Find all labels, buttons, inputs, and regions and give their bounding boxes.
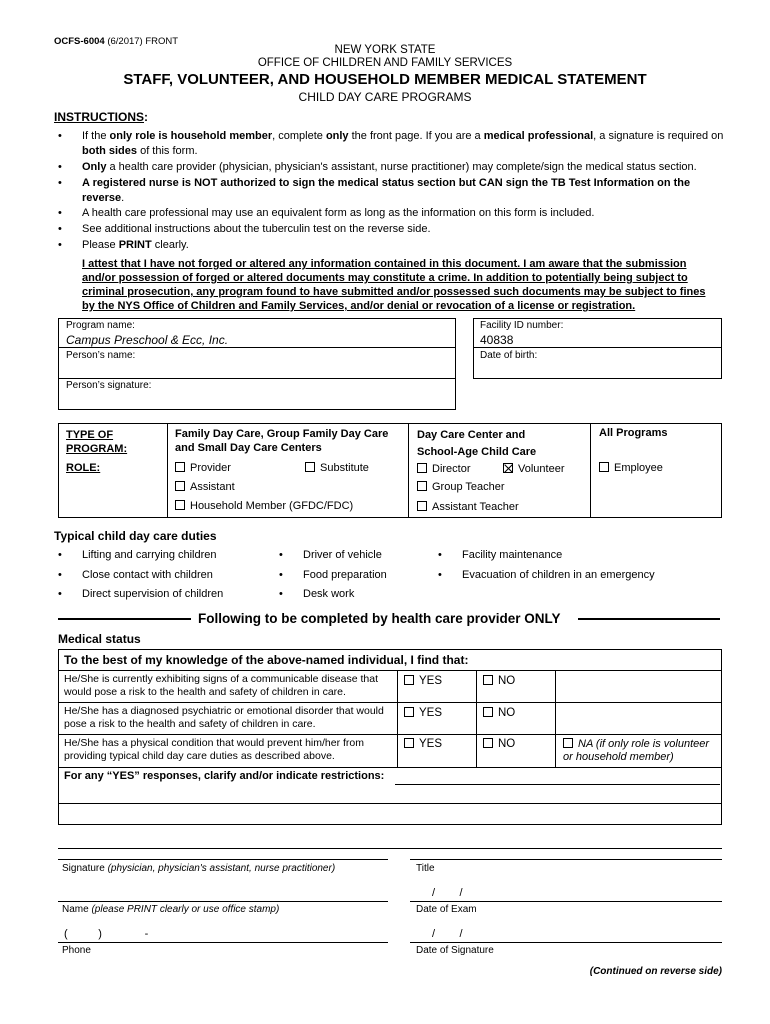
director-checkbox[interactable] (417, 463, 427, 473)
duties-heading: Typical child day care duties (54, 529, 217, 543)
group-teacher-checkbox[interactable] (417, 481, 427, 491)
program-name-label: Program name: (66, 320, 135, 331)
row1-no[interactable]: NO (483, 675, 515, 687)
role-employee[interactable]: Employee (599, 462, 663, 474)
yes-checkbox[interactable] (404, 738, 414, 748)
phone-format: ( ) - (64, 928, 149, 940)
signature-date-slashes: / / (432, 928, 463, 940)
duty-item: • Close contact with children (82, 569, 213, 581)
yes-checkbox[interactable] (404, 707, 414, 717)
exam-date-slashes: / / (432, 887, 463, 899)
form-id: OCFS-6004 (6/2017) FRONT (54, 36, 179, 47)
role-volunteer[interactable]: Volunteer (503, 463, 564, 475)
no-checkbox[interactable] (483, 675, 493, 685)
role-substitute[interactable]: Substitute (305, 462, 369, 474)
row1-yes[interactable]: YES (404, 675, 442, 687)
medical-row-psychiatric: He/She has a diagnosed psychiatric or emotional disorder that would pose a risk to the health and safety of children in care. (64, 705, 384, 730)
name-label: Name (please PRINT clearly or use office stamp) (62, 904, 280, 915)
provider-only-banner: Following to be completed by health care provider ONLY (198, 611, 561, 626)
row2-no[interactable]: NO (483, 707, 515, 719)
duty-item: • Evacuation of children in an emergency (462, 569, 655, 581)
row3-na[interactable]: NA (if only role is volunteer or household member) (563, 738, 710, 763)
program-info-box (58, 318, 456, 410)
role-assistant[interactable]: Assistant (175, 481, 235, 493)
role-director[interactable]: Director (417, 463, 471, 475)
instruction-3: • A registered nurse is NOT authorized to sign the medical status section but CAN sign the TB Test Information on the reverse. (82, 176, 732, 206)
date-of-signature-label: Date of Signature (416, 945, 494, 956)
date-of-exam-label: Date of Exam (416, 904, 477, 915)
title-label: Title (416, 863, 435, 874)
col-family-day-care-head: Family Day Care, Group Family Day Care and Small Day Care Centers (175, 428, 389, 454)
continued-note: (Continued on reverse side) (589, 966, 722, 977)
facility-id-label: Facility ID number: (480, 320, 564, 331)
row3-no[interactable]: NO (483, 738, 515, 750)
duty-item: • Lifting and carrying children (82, 549, 217, 561)
assistant-checkbox[interactable] (175, 481, 185, 491)
header-state: NEW YORK STATE (334, 44, 436, 56)
row2-yes[interactable]: YES (404, 707, 442, 719)
medical-row-physical: He/She has a physical condition that would prevent him/her from providing typical child day care duties as described above. (64, 737, 364, 762)
assistant-teacher-checkbox[interactable] (417, 501, 427, 511)
no-checkbox[interactable] (483, 738, 493, 748)
dob-label: Date of birth: (480, 350, 538, 361)
page-title: STAFF, VOLUNTEER, AND HOUSEHOLD MEMBER MEDICAL STATEMENT (123, 71, 647, 88)
instruction-5: • See additional instructions about the tuberculin test on the reverse side. (82, 222, 732, 237)
role-label: ROLE: (66, 462, 101, 474)
role-household-member[interactable]: Household Member (GFDC/FDC) (175, 500, 353, 512)
medical-status-heading: Medical status (58, 632, 141, 646)
duty-item: • Facility maintenance (462, 549, 562, 561)
facility-id-value[interactable]: 40838 (480, 333, 514, 347)
instruction-4: • A health care professional may use an equivalent form as long as the information on this form is included. (82, 206, 732, 221)
row3-yes[interactable]: YES (404, 738, 442, 750)
clarify-label: For any “YES” responses, clarify and/or indicate restrictions: (64, 770, 385, 782)
medical-row-communicable: He/She is currently exhibiting signs of a communicable disease that would pose a risk to the health and safety of children in care. (64, 673, 378, 698)
yes-checkbox[interactable] (404, 675, 414, 685)
person-signature-label: Person’s signature: (66, 380, 152, 391)
no-checkbox[interactable] (483, 707, 493, 717)
duty-item: • Food preparation (303, 569, 387, 581)
instruction-6: • Please PRINT clearly. (82, 238, 732, 253)
duty-item: • Driver of vehicle (303, 549, 382, 561)
col-day-care-center-head: Day Care Center and School-Age Child Care (417, 429, 537, 458)
instruction-2: • Only a health care provider (physician, physician's assistant, nurse practitioner) may complete/sign the medical status section. (82, 160, 732, 175)
phone-label: Phone (62, 945, 91, 956)
duty-item: • Desk work (303, 588, 354, 600)
substitute-checkbox[interactable] (305, 462, 315, 472)
employee-checkbox[interactable] (599, 462, 609, 472)
page-subtitle: CHILD DAY CARE PROGRAMS (298, 90, 472, 104)
type-of-program-label: TYPE OF PROGRAM: (66, 429, 128, 455)
role-provider[interactable]: Provider (175, 462, 231, 474)
role-assistant-teacher[interactable]: Assistant Teacher (417, 501, 519, 513)
signature-label: Signature (physician, physician's assistant, nurse practitioner) (62, 863, 336, 874)
program-name-value[interactable]: Campus Preschool & Ecc, Inc. (66, 333, 229, 347)
duty-item: • Direct supervision of children (82, 588, 223, 600)
na-checkbox[interactable] (563, 738, 573, 748)
attestation: I attest that I have not forged or altered any information contained in this document. I am aware that the submission and/or possession of forged or altered documents may constitute a crime. In addition to potentially being subject to criminal prosecution, any program found to have submitted and/or possessed such documents may be subject to fines by the NYS Office of Children and Family Services, and/or denial or revocation of a license or registration. (82, 258, 706, 312)
role-group-teacher[interactable]: Group Teacher (417, 481, 505, 493)
provider-checkbox[interactable] (175, 462, 185, 472)
medical-table-head: To the best of my knowledge of the above-named individual, I find that: (64, 653, 469, 667)
instruction-1: • If the only role is household member, complete only the front page. If you are a medical professional, a signature is required on both sides of this form. (82, 129, 732, 159)
header-office: OFFICE OF CHILDREN AND FAMILY SERVICES (257, 57, 513, 69)
col-all-programs-head: All Programs (599, 427, 668, 439)
person-name-label: Person’s name: (66, 350, 136, 361)
household-member-checkbox[interactable] (175, 500, 185, 510)
instructions-heading: INSTRUCTIONS: (54, 110, 148, 124)
volunteer-checkbox-checked[interactable] (503, 463, 513, 473)
